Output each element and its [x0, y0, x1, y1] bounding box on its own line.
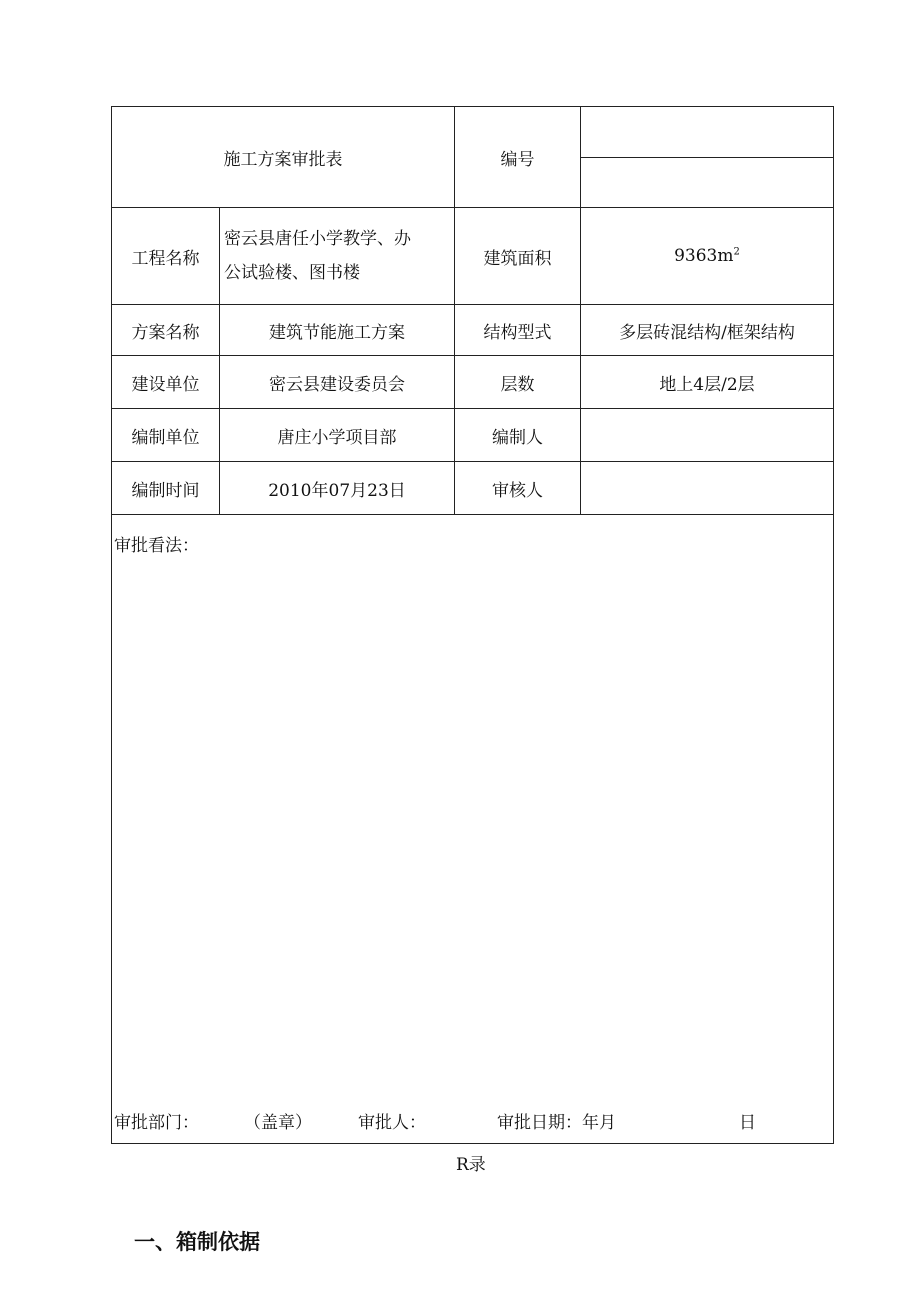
form-title-row: [112, 107, 834, 208]
area-label: 建筑面积: [455, 208, 581, 305]
reviewer-label: 审核人: [455, 462, 581, 515]
structure-label: 结构型式: [455, 305, 581, 356]
project-name-label: 工程名称: [112, 208, 220, 305]
compiler-label: 编制人: [455, 409, 581, 462]
approver-label: 审批人：: [358, 1113, 426, 1133]
approval-opinion-label: 审批看法：: [114, 536, 199, 556]
compiler-unit-label: 编制单位: [112, 409, 220, 462]
project-row: [112, 208, 834, 305]
approval-row: [112, 515, 834, 1144]
floors-value: 地上4层/2层: [581, 356, 834, 409]
builder-value: 密云县建设委员会: [220, 356, 455, 409]
compile-time-value: 2010年07月23日: [220, 462, 455, 515]
compile-time-row: [112, 462, 834, 515]
bianhao-value-1: [581, 107, 833, 158]
area-unit-sup: 2: [733, 246, 740, 258]
form-title: 施工方案审批表: [112, 107, 455, 208]
project-name-line1: 密云县唐任小学教学、办: [224, 229, 411, 249]
builder-label: 建设单位: [112, 356, 220, 409]
reviewer-value: [581, 462, 834, 515]
project-name-value: [220, 208, 455, 305]
compiler-value: [581, 409, 834, 462]
bianhao-label: 编号: [455, 107, 581, 208]
project-name-line2: 公试验楼、图书楼: [224, 263, 360, 283]
area-value: 9363m: [674, 246, 734, 266]
approval-date-label: 审批日期：年月: [497, 1113, 616, 1133]
scheme-name-label: 方案名称: [112, 305, 220, 356]
compiler-unit-value: 唐庄小学项目部: [220, 409, 455, 462]
structure-value: 多层砖混结构/框架结构: [581, 305, 834, 356]
area-value-cell: [581, 208, 834, 305]
compile-time-label: 编制时间: [112, 462, 220, 515]
compiler-unit-row: [112, 409, 834, 462]
builder-row: [112, 356, 834, 409]
approval-form-table: [111, 106, 834, 1144]
section-heading: 一、箱制依据: [134, 1230, 260, 1254]
scheme-name-value: 建筑节能施工方案: [220, 305, 455, 356]
floors-label: 层数: [455, 356, 581, 409]
approval-seal-label: （盖章）: [244, 1113, 312, 1133]
caption-text: R录: [456, 1155, 486, 1175]
approval-dept-label: 审批部门：: [114, 1113, 199, 1133]
bianhao-value-2: [581, 158, 833, 208]
approval-cell: [112, 515, 834, 1144]
bianhao-value-cell: [581, 107, 834, 208]
approval-day-label: 日: [739, 1113, 756, 1133]
scheme-row: [112, 305, 834, 356]
